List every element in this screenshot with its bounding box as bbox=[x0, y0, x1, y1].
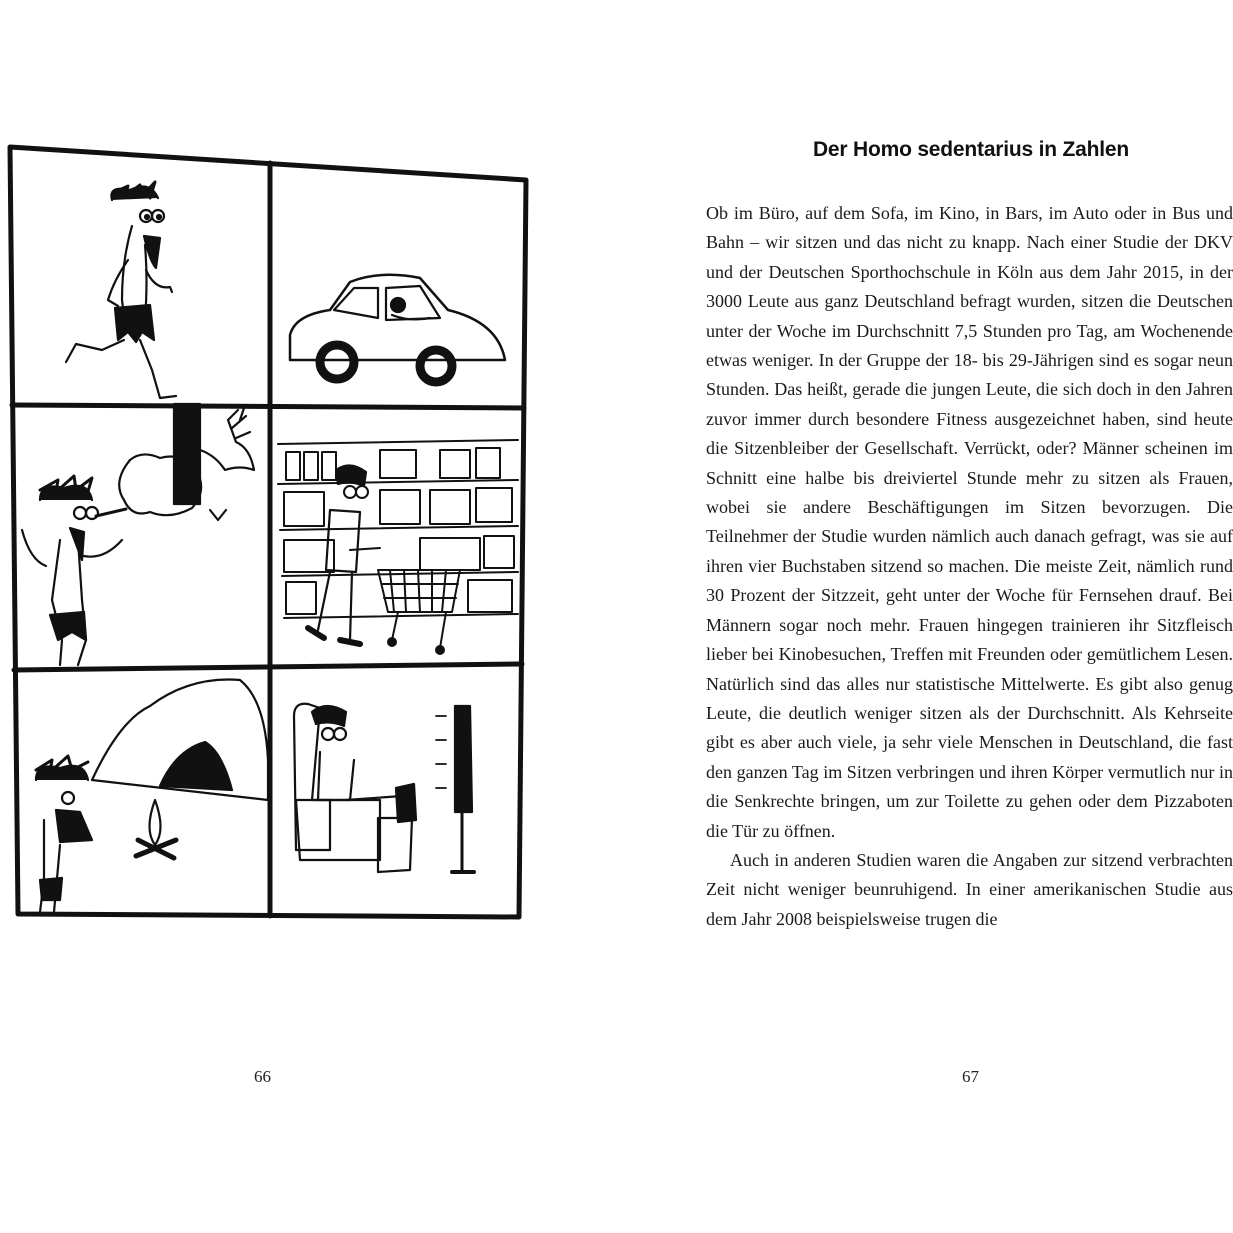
comic-illustration bbox=[0, 0, 616, 1000]
page-number-right: 67 bbox=[962, 1067, 979, 1086]
panel-person-driving-car bbox=[290, 275, 505, 382]
comic-grid bbox=[10, 147, 526, 917]
panel-person-watching-tv bbox=[294, 704, 474, 872]
page-number-left: 66 bbox=[254, 1067, 271, 1086]
left-page bbox=[0, 0, 616, 1233]
panel-caveman-running bbox=[66, 182, 176, 398]
paragraph-1: Ob im Büro, auf dem Sofa, im Kino, in Bars, im Auto oder in Bus und Bahn – wir sitzen und das nicht zu knapp. Nach einer Studie der DKV und der Deutschen Sporthochschule in Köln aus dem Jahr 2015, in der 3000 Leute aus ganz Deutschland befragt wurden, sitzen die Deutschen unter der Woche im Durchschnitt 7,5 Stunden pro Tag, am Wochenende etwas weniger. In der Gruppe der 18- bis 29-Jährigen sind es sogar neun Stunden. Das heißt, gerade die jungen Leute, die sich doch in den Jahren zuvor immer durch besondere Fitness ausgezeichnet haben, sind heute die Sitzenbleiber der Gesellschaft. Verrückt, oder? Männer scheinen im Schnitt eine halbe bis dreiviertel Stunde mehr zu sitzen als Frauen, wobei sie andere Beschäftigungen im Sitzen bevorzugen. Die Teilnehmer der Studie wurden nämlich auch danach gefragt, was sie auf ihren vier Buchstaben sitzend so machen. Die meiste Zeit, nämlich rund 30 Prozent der Sitzzeit, geht unter der Woche für Fernsehen drauf. Bei Männern sogar noch mehr. Frauen hingegen trainieren ihr Sitzfleisch lieber bei Kinobesuchen, Treffen mit Freunden oder gemütlichem Lesen. Natürlich sind das alles nur statistische Mittelwerte. Es gibt also genug Leute, die deutlich weniger sitzen als der Durchschnitt. Als Kehrseite gibt es aber auch viele, ja sehr viele Menschen in Deutschland, die fast den ganzen Tag im Sitzen verbringen und ihren Körper vermutlich nur in die Senkrechte bringen, um zur Toilette zu gehen oder dem Pizzaboten die Tür zu öffnen. bbox=[706, 203, 1233, 841]
panel-caveman-at-cave-fire bbox=[36, 680, 268, 912]
body-text bbox=[706, 199, 1233, 934]
panel-caveman-hunting-deer bbox=[22, 404, 254, 665]
panel-person-shopping-supermarket bbox=[278, 440, 518, 654]
right-page bbox=[616, 0, 1233, 1233]
section-heading: Der Homo sedentarius in Zahlen bbox=[812, 138, 1130, 161]
paragraph-2: Auch in anderen Studien waren die Angaben zur sitzend verbrachten Zeit nicht weniger beunruhigend. In einer amerikanischen Studie aus dem Jahr 2008 beispielsweise trugen die bbox=[706, 849, 1233, 929]
